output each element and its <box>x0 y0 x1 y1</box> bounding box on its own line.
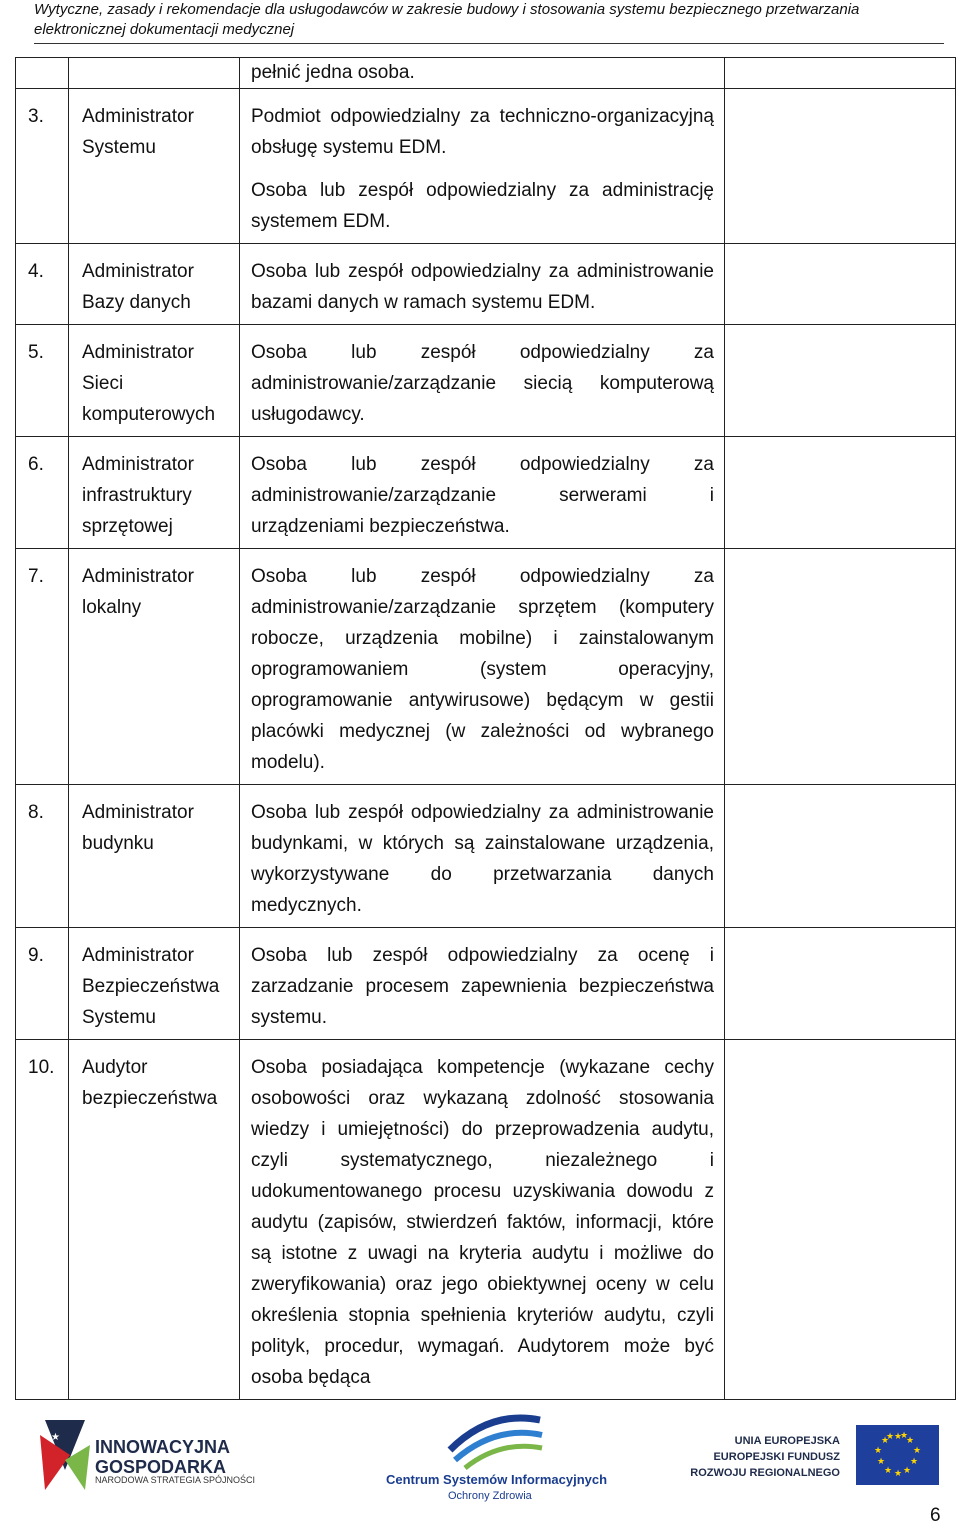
running-header <box>34 0 944 44</box>
table-row <box>16 89 956 244</box>
svg-text:★: ★ <box>877 1456 886 1466</box>
innowacyjna-gospodarka-logo <box>35 1415 265 1495</box>
role-name: Administrator budynku <box>82 802 194 854</box>
desc-cell <box>240 58 725 89</box>
row-number: 8. <box>28 802 44 823</box>
role-description: Osoba lub zespół odpowiedzialny za administrowanie/zarządzanie serwerami i urządzeniami bezpieczeństwa. <box>251 454 714 537</box>
svg-text:★: ★ <box>900 1430 909 1440</box>
table-row <box>16 325 956 437</box>
table-row <box>16 549 956 785</box>
svg-text:★: ★ <box>906 1435 915 1445</box>
svg-text:★: ★ <box>881 1435 890 1445</box>
role-name: Administrator Bezpieczeństwa Systemu <box>82 945 220 1028</box>
role-description: Osoba lub zespół odpowiedzialny za administrowanie/zarządzanie siecią komputerową usługodawcy. <box>251 342 714 425</box>
table-row <box>16 928 956 1040</box>
role-name: Administrator Systemu <box>82 106 194 158</box>
role-name: Administrator Sieci komputerowych <box>82 342 216 425</box>
ig-subtitle: NARODOWA STRATEGIA SPÓJNOŚCI <box>95 1475 256 1485</box>
role-description: Osoba lub zespół odpowiedzialny za administrację systemem EDM. <box>251 180 714 232</box>
eu-logo <box>680 1425 945 1495</box>
eu-text: UNIA EUROPEJSKA EUROPEJSKI FUNDUSZ ROZWOJU REGIONALNEGO <box>690 1435 840 1479</box>
svg-text:★: ★ <box>874 1445 883 1455</box>
role-description: Osoba lub zespół odpowiedzialny za administrowanie budynkami, w których są zainstalowane urządzenia, wykorzystywane do przetwarzania danych medycznych. <box>251 802 714 916</box>
continuation-text: pełnić jedna osoba. <box>251 62 415 83</box>
role-description: Osoba posiadająca kompetencje (wykazane cechy osobowości oraz wykazaną zdolność stosowania wiedzy i umiejętności) do przeprowadzenia audytu, czyli systematycznego, niezależnego i udokumentowanego procesu uzyskiwania dowodu z audytu (zapisów, stwierdzeń faktów, informacji, które są istotne z uwagi na kryteria audytu i możliwe do zweryfikowania) oraz jego obiektywnej oceny w celu określenia stopnia spełnienia kryteriów audytu, czyli polityk, procedur, wymagań. Audytorem może być osoba będąca <box>251 1057 714 1388</box>
svg-text:★: ★ <box>903 1465 912 1475</box>
role-description: Podmiot odpowiedzialny za techniczno-organizacyjną obsługę systemu EDM. <box>251 106 714 158</box>
csioz-emblem-icon <box>430 1410 550 1470</box>
row-number: 10. <box>28 1057 55 1078</box>
header-text: Wytyczne, zasady i rekomendacje dla usługodawców w zakresie budowy i stosowania systemu bezpiecznego przetwarzania elektronicznej dokumentacji medycznej <box>34 1 860 38</box>
ig-emblem-icon <box>35 1415 93 1495</box>
svg-text:★: ★ <box>910 1456 919 1466</box>
row-number: 3. <box>28 106 44 127</box>
csioz-subtitle: Ochrony Zdrowia <box>448 1490 532 1502</box>
svg-text:★: ★ <box>894 1468 903 1478</box>
page-number: 6 <box>930 1505 941 1526</box>
eu-flag-icon <box>856 1425 939 1485</box>
row-number: 4. <box>28 261 44 282</box>
table-row <box>16 1040 956 1400</box>
role-name: Administrator lokalny <box>82 566 194 618</box>
role-name: Audytor bezpieczeństwa <box>82 1057 218 1109</box>
role-name: Administrator infrastruktury sprzętowej <box>82 454 194 537</box>
table-row <box>16 58 956 89</box>
footer-logos <box>0 1405 960 1505</box>
svg-text:★: ★ <box>886 1431 895 1441</box>
csioz-title: Centrum Systemów Informacyjnych <box>386 1472 608 1487</box>
table-row <box>16 437 956 549</box>
table-row <box>16 785 956 928</box>
svg-text:★: ★ <box>884 1465 893 1475</box>
svg-text:★: ★ <box>913 1445 922 1455</box>
role-description: Osoba lub zespół odpowiedzialny za ocenę i zarzadzanie procesem zapewnienia bezpieczeństwa systemu. <box>251 945 714 1028</box>
role-cell <box>69 58 240 89</box>
ig-title: INNOWACYJNA GOSPODARKA <box>95 1437 231 1477</box>
row-number: 7. <box>28 566 44 587</box>
role-description: Osoba lub zespół odpowiedzialny za administrowanie/zarządzanie sprzętem (komputery robocze, urządzenia mobilne) i zainstalowanym oprogramowaniem (system operacyjny, oprogramowanie antywirusowe) będącym w gestii placówki medycznej (w zależności od wybranego modelu). <box>251 566 714 773</box>
num-cell <box>16 58 69 89</box>
csioz-logo <box>380 1410 608 1505</box>
extra-cell <box>725 58 956 89</box>
row-number: 5. <box>28 342 44 363</box>
row-number: 9. <box>28 945 44 966</box>
roles-table <box>15 57 956 1400</box>
row-number: 6. <box>28 454 44 475</box>
role-description: Osoba lub zespół odpowiedzialny za administrowanie bazami danych w ramach systemu EDM. <box>251 261 714 313</box>
table-row <box>16 244 956 325</box>
svg-text:★: ★ <box>51 1432 60 1443</box>
role-name: Administrator Bazy danych <box>82 261 194 313</box>
svg-text:★: ★ <box>894 1431 903 1441</box>
